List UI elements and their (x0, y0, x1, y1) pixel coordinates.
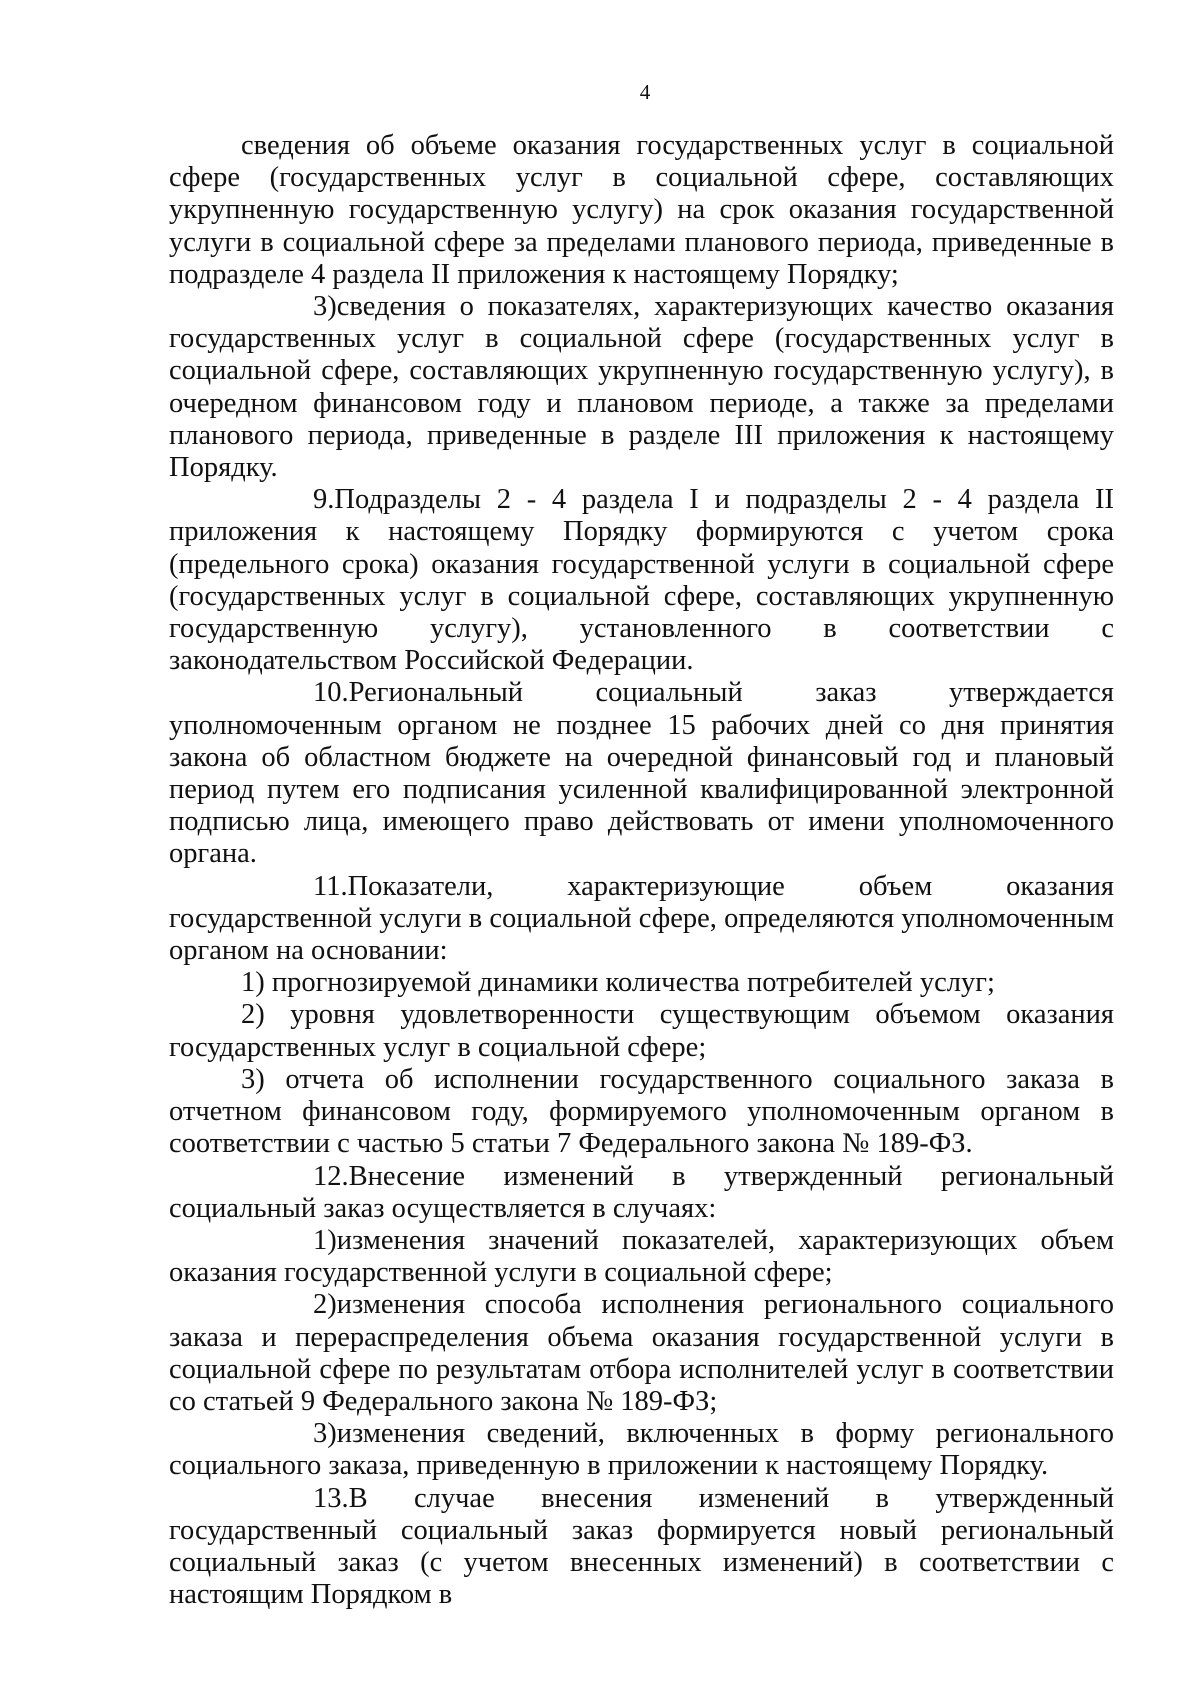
paragraph-11 (169, 871, 1114, 968)
item-number: 1) (313, 1224, 337, 1256)
paragraph-text: Подразделы 2 - 4 раздела I и подразделы 2 - 4 раздела II приложения к настоящему Порядку формируются с учетом срока (предельного срока) оказания государственной услуги в социальной сфере (государственных услуг в социальной сфере, составляющих укрупненную государственную услугу), установленного в соответствии с законодательством Российской Федерации. (169, 484, 1114, 677)
item-number: 10. (313, 677, 349, 709)
paragraph-text: изменения сведений, включенных в форму регионального социального заказа, приведенную в приложении к настоящему Порядку. (169, 1418, 1114, 1482)
paragraph-text: сведения о показателях, характеризующих качество оказания государственных услуг в социальной сфере (государственных услуг в социальной сфере, составляющих укрупненную государственную услугу), в очередном финансовом году и плановом периоде, а также за пределами планового периода, приведенные в разделе III приложения к настоящему Порядку. (169, 291, 1114, 484)
paragraph-12-item-1 (169, 1225, 1114, 1289)
paragraph-9 (169, 484, 1114, 677)
document-body (169, 130, 1114, 1611)
paragraph-13 (169, 1483, 1114, 1612)
paragraph-12-item-2 (169, 1289, 1114, 1418)
paragraph-text: изменения способа исполнения регионального социального заказа и перераспределения объема оказания государственной услуги в социальной сфере по результатам отбора исполнителей услуг в соответствии со статьей 9 Федерального закона № 189-ФЗ; (169, 1289, 1114, 1417)
paragraph-text: В случае внесения изменений в утвержденный государственный социальный заказ формируется новый региональный социальный заказ (с учетом внесенных изменений) в соответствии с настоящим Порядком в (169, 1482, 1114, 1611)
item-number: 12. (313, 1160, 349, 1192)
paragraph-item-3-kachestvo (169, 291, 1114, 484)
item-number: 9. (313, 484, 335, 516)
item-number: 3) (313, 1418, 337, 1450)
paragraph-objem-srok: сведения об объеме оказания государственных услуг в социальной сфере (государственных услуг в социальной сфере, составляющих укрупненную государственную услугу) на срок оказания государственной услуги в социальной сфере за пределами планового периода, приведенные в подразделе 4 раздела II приложения к настоящему Порядку; (169, 130, 1114, 290)
paragraph-11-item-1: 1) прогнозируемой динамики количества потребителей услуг; (241, 967, 995, 999)
paragraph-11-item-2: 2) уровня удовлетворенности существующим объемом оказания государственных услуг в социальной сфере; (169, 999, 1114, 1063)
page-number: 4 (639, 80, 651, 104)
paragraph-10 (169, 677, 1114, 870)
paragraph-11-item-3: 3) отчета об исполнении государственного социального заказа в отчетном финансовом году, формируемого уполномоченным органом в соответствии с частью 5 статьи 7 Федерального закона № 189-ФЗ. (169, 1063, 1114, 1160)
paragraph-text: Внесение изменений в утвержденный региональный социальный заказ осуществляется в случаях: (169, 1160, 1114, 1224)
item-number: 11. (313, 870, 348, 902)
paragraph-text: Показатели, характеризующие объем оказания государственной услуги в социальной сфере, определяются уполномоченным органом на основании: (169, 870, 1114, 967)
paragraph-text: изменения значений показателей, характеризующих объем оказания государственной услуги в социальной сфере; (169, 1224, 1114, 1289)
paragraph-12 (169, 1161, 1114, 1225)
item-number: 3) (313, 291, 337, 323)
item-number: 13. (313, 1482, 349, 1514)
paragraph-text: Региональный социальный заказ утверждается уполномоченным органом не позднее 15 рабочих дней со дня принятия закона об областном бюджете на очередной финансовый год и плановый период путем его подписания усиленной квалифицированной электронной подписью лица, имеющего право действовать от имени уполномоченного органа. (169, 677, 1114, 870)
paragraph-12-item-3 (169, 1418, 1114, 1482)
item-number: 2) (313, 1289, 337, 1321)
